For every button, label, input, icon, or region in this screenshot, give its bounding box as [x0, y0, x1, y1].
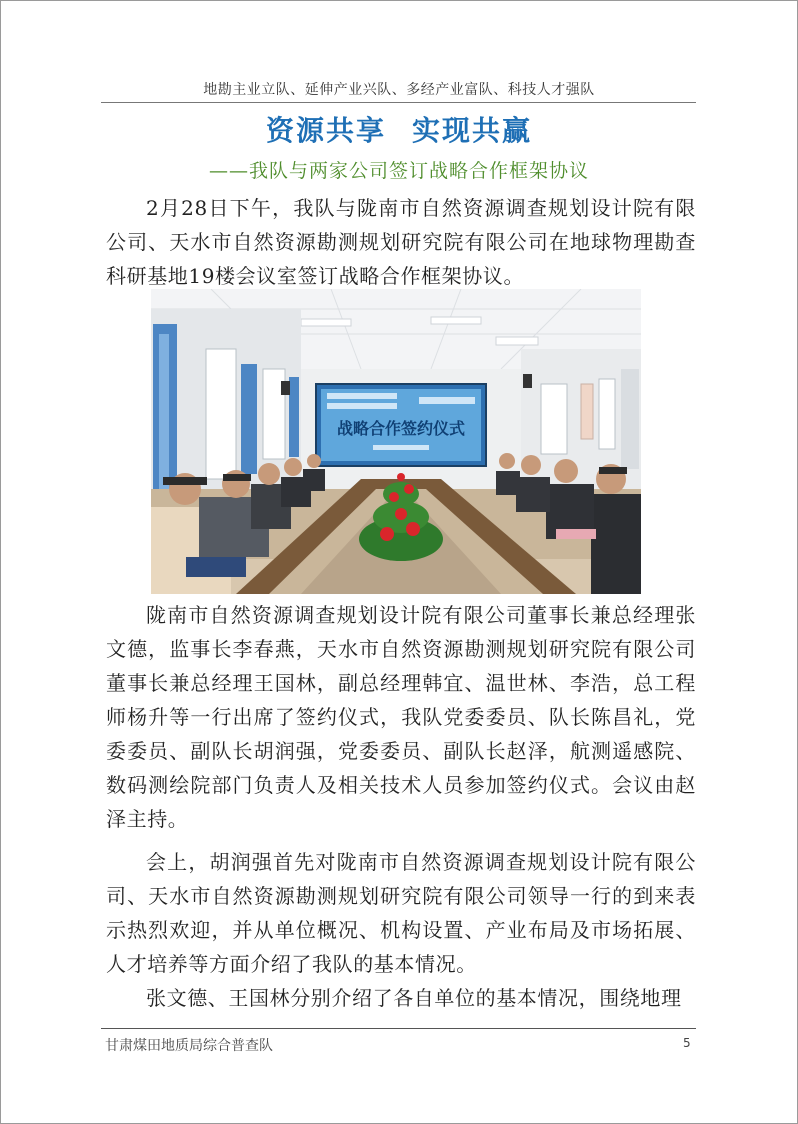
footer-organization: 甘肃煤田地质局综合普查队	[105, 1038, 273, 1054]
meeting-photo-illustration	[151, 289, 641, 594]
header-divider	[101, 102, 696, 103]
paragraph-3: 会上，胡润强首先对陇南市自然资源调查规划设计院有限公司、天水市自然资源勘测规划研究院有限公司领导一行的到来表示热烈欢迎，并从单位概况、机构设置、产业布局及市场拓展、人才培养等方面介绍了我队的基本情况。	[106, 850, 696, 976]
article-title-part1: 资源共享	[265, 114, 386, 147]
article-title-part2: 实现共赢	[412, 114, 533, 147]
paragraph-4: 张文德、王国林分别介绍了各自单位的基本情况，围绕地理	[146, 986, 682, 1010]
screen-text: 战略合作签约仪式	[336, 419, 466, 438]
paragraph-1: 2月28日下午，我队与陇南市自然资源调查规划设计院有限公司、天水市自然资源勘测规划研究院有限公司在地球物理勘查科研基地19楼会议室签订战略合作框架协议。	[106, 196, 696, 288]
meeting-photo	[151, 289, 641, 594]
article-title	[101, 109, 697, 149]
running-header: 地勘主业立队、延伸产业兴队、多经产业富队、科技人才强队	[203, 82, 595, 98]
article-subtitle: ——我队与两家公司签订战略合作框架协议	[208, 160, 589, 182]
paragraph-2: 陇南市自然资源调查规划设计院有限公司董事长兼总经理张文德，监事长李春燕，天水市自然资源勘测规划研究院有限公司董事长兼总经理王国林，副总经理韩宜、温世林、李浩，总工程师杨升等一行出席了签约仪式，我队党委委员、队长陈昌礼，党委委员、副队长胡润强，党委委员、副队长赵泽，航测遥感院、数码测绘院部门负责人及相关技术人员参加签约仪式。会议由赵泽主持。	[106, 603, 696, 831]
footer-divider	[101, 1028, 696, 1029]
page-number: 5	[683, 1036, 691, 1050]
